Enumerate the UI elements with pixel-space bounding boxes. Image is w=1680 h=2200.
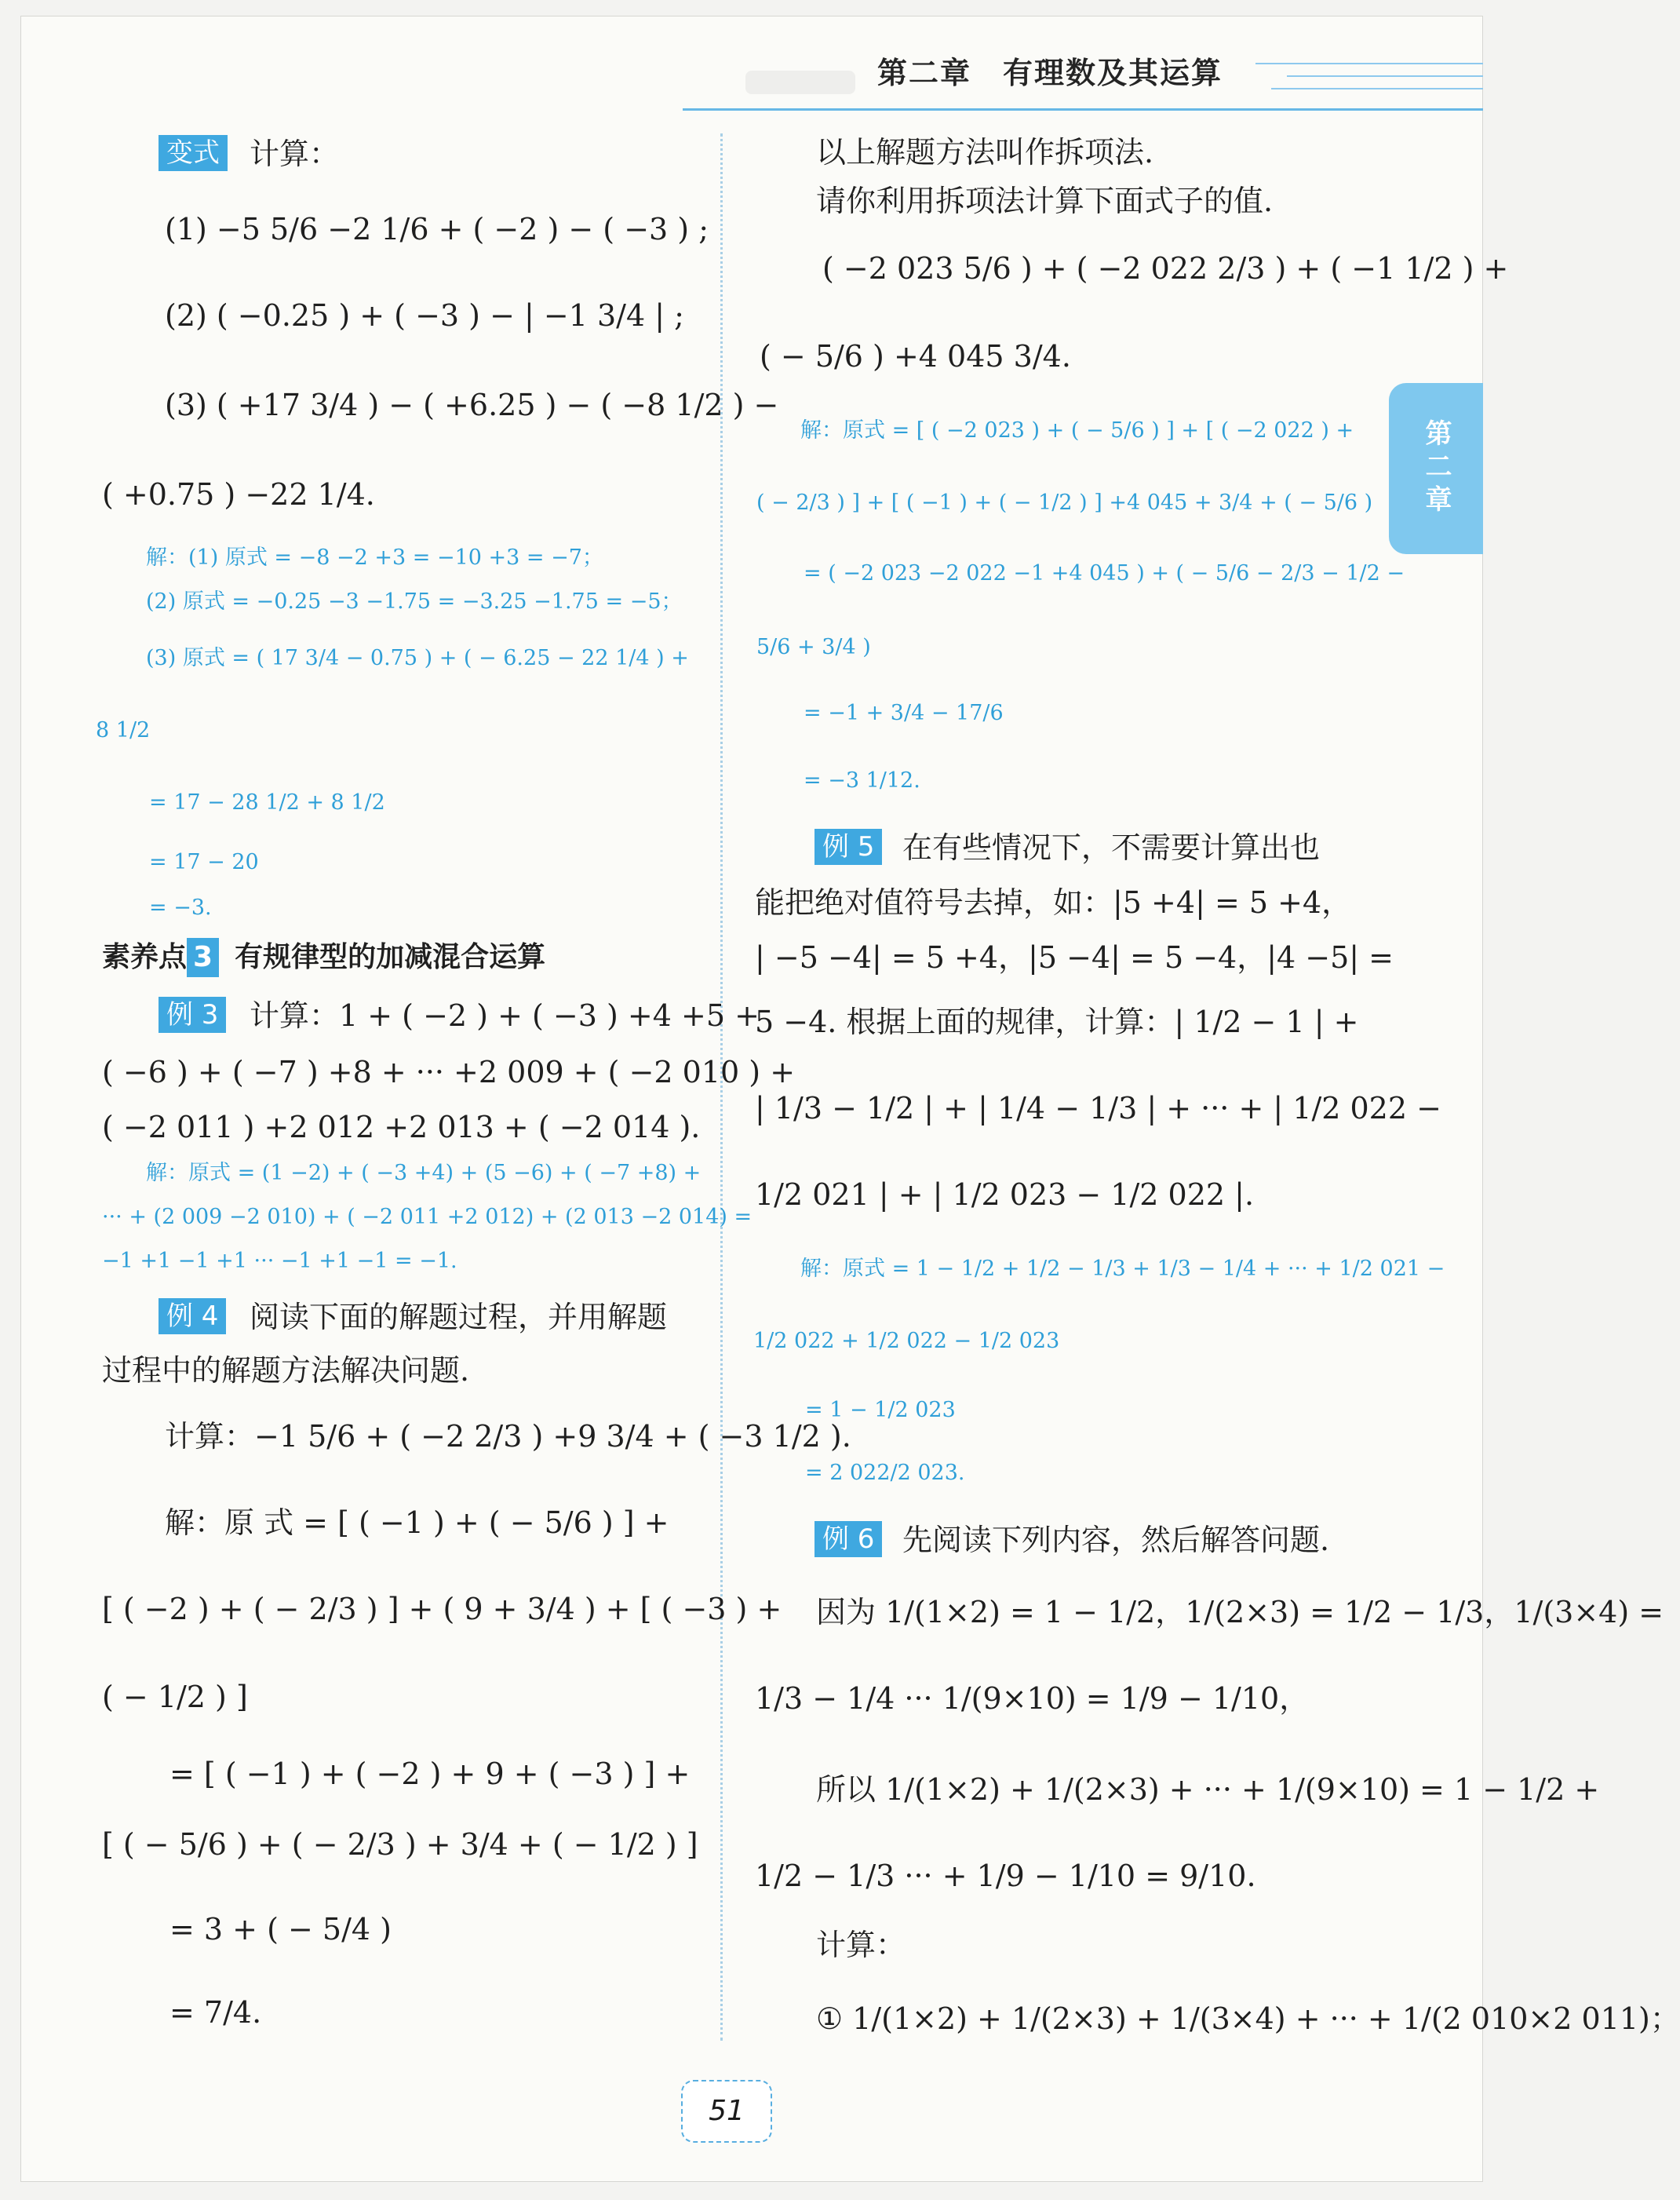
section-label: 素养点 [102, 941, 188, 973]
example-3-line: ( −2 011 ) +2 012 +2 013 + ( −2 014 ). [102, 1110, 701, 1144]
intro-line: 以上解题方法叫作拆项法. [816, 135, 1154, 170]
example-4-line: = [ ( −1 ) + ( −2 ) + 9 + ( −3 ) ] + [169, 1757, 691, 1791]
solution-line: 8 1/2 [96, 718, 151, 742]
solution-line: 5/6 + 3/4 ) [756, 635, 871, 659]
example-6-line: ① 1/(1×2) + 1/(2×3) + 1/(3×4) + ··· + 1/(2 010×2 011)； [816, 2001, 1680, 2036]
example-4-line: = 3 + ( − 5/4 ) [169, 1912, 392, 1946]
variant-prompt: 计算： [250, 137, 340, 171]
solution-line: = −3 1/12. [804, 768, 920, 793]
solution-line: (3) 原式 = ( 17 3/4 − 0.75 ) + ( − 6.25 − 22 1/4 ) + [146, 646, 689, 670]
example-3-solution: ··· + (2 009 −2 010) + ( −2 011 +2 012) + (2 013 −2 014) = [102, 1205, 753, 1229]
example-4-line: 解：原 式 = [ ( −1 ) + ( − 5/6 ) ] + [165, 1505, 669, 1540]
example-6-line: 先阅读下列内容，然后解答问题. [902, 1523, 1330, 1557]
example-3-line: ( −6 ) + ( −7 ) +8 + ··· +2 009 + ( −2 010 ) + [102, 1055, 796, 1089]
page-number: 51 [681, 2080, 772, 2143]
example-5-solution: = 1 − 1/2 023 [805, 1398, 956, 1422]
example-5-line: | 1/3 − 1/2 | + | 1/4 − 1/3 | + ··· + | 1/2 022 − [755, 1091, 1441, 1126]
example-4-tag: 例 4 [159, 1298, 226, 1334]
header-deco-line [1287, 75, 1483, 77]
solution-line: 解：原式 = [ ( −2 023 ) + ( − 5/6 ) ] + [ ( −2 022 ) + [800, 418, 1354, 443]
intro-line: 请你利用拆项法计算下面式子的值. [816, 184, 1274, 218]
example-6-tag: 例 6 [814, 1521, 882, 1557]
chapter-side-tab[interactable]: 第二章 [1389, 383, 1483, 554]
header-deco-line [1255, 63, 1483, 64]
solution-line: = −1 + 3/4 − 17/6 [804, 701, 1004, 725]
example-5-solution: = 2 022/2 023. [805, 1461, 965, 1485]
example-4-line: 过程中的解题方法解决问题. [102, 1353, 470, 1388]
problem-line: ( +0.75 ) −22 1/4. [102, 477, 375, 512]
problem-line: (3) ( +17 3/4 ) − ( +6.25 ) − ( −8 1/2 ) − [165, 388, 779, 422]
problem-line: (2) ( −0.25 ) + ( −3 ) − | −1 3/4 | ; [165, 298, 684, 333]
example-3-tag: 例 3 [159, 997, 226, 1033]
solution-line: = 17 − 20 [149, 850, 259, 874]
example-5-solution: 1/2 022 + 1/2 022 − 1/2 023 [753, 1329, 1060, 1353]
example-5-line: 能把绝对值符号去掉，如：|5 +4| = 5 +4， [755, 885, 1352, 920]
example-5-line: 在有些情况下，不需要计算出也 [902, 830, 1321, 865]
example-6-line: 所以 1/(1×2) + 1/(2×3) + ··· + 1/(9×10) = 1 − 1/2 + [816, 1772, 1600, 1807]
solution-line: 解：(1) 原式 = −8 −2 +3 = −10 +3 = −7； [146, 545, 603, 570]
section-number: 3 [187, 938, 219, 977]
expression-line: ( −2 023 5/6 ) + ( −2 022 2/3 ) + ( −1 1/2 ) + [822, 251, 1509, 286]
section-title: 有规律型的加减混合运算 [235, 941, 546, 973]
example-3-solution: 解：原式 = (1 −2) + ( −3 +4) + (5 −6) + ( −7 +8) + [146, 1161, 702, 1185]
example-4-line: [ ( −2 ) + ( − 2/3 ) ] + ( 9 + 3/4 ) + [ ( −3 ) + [102, 1592, 782, 1626]
example-5-solution: 解：原式 = 1 − 1/2 + 1/2 − 1/3 + 1/3 − 1/4 + ··· + 1/2 021 − [800, 1257, 1445, 1281]
example-6-line: 因为 1/(1×2) = 1 − 1/2，1/(2×3) = 1/2 − 1/3，1/(3×4) = [816, 1595, 1664, 1629]
solution-line: ( − 2/3 ) ] + [ ( −1 ) + ( − 1/2 ) ] +4 045 + 3/4 + ( − 5/6 ) [756, 491, 1373, 515]
example-3-solution: −1 +1 −1 +1 ··· −1 +1 −1 = −1. [102, 1249, 457, 1273]
example-3-line: 计算：1 + ( −2 ) + ( −3 ) +4 +5 + [250, 998, 760, 1033]
example-6-line: 1/3 − 1/4 ··· 1/(9×10) = 1/9 − 1/10， [755, 1681, 1310, 1716]
example-5-line: | −5 −4| = 5 +4，|5 −4| = 5 −4，|4 −5| = [755, 940, 1394, 975]
chapter-title: 第二章 有理数及其运算 [877, 56, 1223, 90]
example-4-line: 计算：−1 5/6 + ( −2 2/3 ) +9 3/4 + ( −3 1/2 ). [165, 1419, 851, 1454]
example-5-line: 1/2 021 | + | 1/2 023 − 1/2 022 |. [755, 1177, 1255, 1212]
header-rule [683, 108, 1483, 111]
expression-line: ( − 5/6 ) +4 045 3/4. [760, 339, 1071, 374]
solution-line: = ( −2 023 −2 022 −1 +4 045 ) + ( − 5/6 − 2/3 − 1/2 − [804, 561, 1405, 586]
example-5-tag: 例 5 [814, 829, 882, 865]
example-4-line: ( − 1/2 ) ] [102, 1680, 248, 1714]
example-5-line: 5 −4. 根据上面的规律，计算：| 1/2 − 1 | + [755, 1005, 1359, 1039]
example-4-line: [ ( − 5/6 ) + ( − 2/3 ) + 3/4 + ( − 1/2 ) ] [102, 1827, 698, 1862]
example-6-line: 计算： [816, 1928, 906, 1962]
solution-line: (2) 原式 = −0.25 −3 −1.75 = −3.25 −1.75 = −5； [146, 589, 683, 614]
example-4-line: = 7/4. [169, 1995, 262, 2030]
example-6-line: 1/2 − 1/3 ··· + 1/9 − 1/10 = 9/10. [755, 1859, 1256, 1893]
problem-line: (1) −5 5/6 −2 1/6 + ( −2 ) − ( −3 ) ; [165, 212, 709, 246]
example-4-line: 阅读下面的解题过程，并用解题 [250, 1300, 668, 1334]
scan-watermark [745, 71, 855, 94]
variant-tag: 变式 [159, 135, 228, 171]
section-heading [102, 938, 545, 977]
header-deco-line [1271, 88, 1483, 89]
solution-line: = 17 − 28 1/2 + 8 1/2 [149, 790, 385, 815]
solution-line: = −3. [149, 896, 212, 920]
